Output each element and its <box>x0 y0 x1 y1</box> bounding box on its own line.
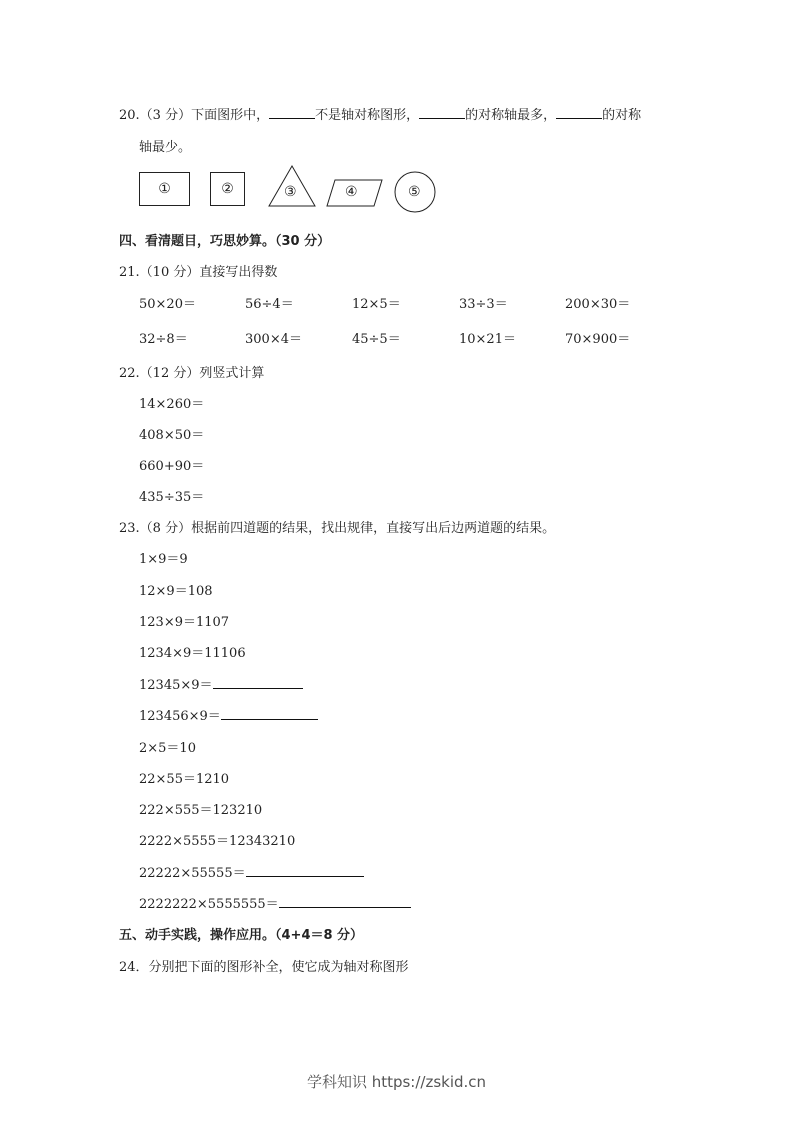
q23-expression: 12345×9＝ <box>139 678 213 693</box>
section-5-title: 五、动手实践，操作应用。（4+4＝8 分） <box>119 928 364 943</box>
q23-item: 22×55＝1210 <box>139 772 230 787</box>
answer-blank-2222222x5555555[interactable] <box>279 893 411 908</box>
question-20-part1: 不是轴对称图形， <box>315 108 420 123</box>
shape-square <box>210 172 245 206</box>
q23-item: 1234×9＝11106 <box>139 646 246 661</box>
q21-item: 70×900＝ <box>565 332 631 347</box>
q21-item: 33÷3＝ <box>459 297 508 312</box>
q21-item: 45÷5＝ <box>352 332 401 347</box>
q23-item: 123×9＝1107 <box>139 615 230 630</box>
q21-item: 12×5＝ <box>352 297 401 312</box>
q21-item: 32÷8＝ <box>139 332 188 347</box>
answer-blank-22222x55555[interactable] <box>246 862 364 877</box>
q22-item: 14×260＝ <box>139 397 205 412</box>
answer-blank-123456x9[interactable] <box>221 705 318 720</box>
q23-item <box>139 674 303 693</box>
q21-item: 50×20＝ <box>139 297 196 312</box>
q23-expression: 2222222×5555555＝ <box>139 897 279 912</box>
q23-item <box>139 862 364 881</box>
q23-expression: 22222×55555＝ <box>139 866 246 881</box>
answer-blank-12345x9[interactable] <box>213 674 303 689</box>
shape-label-4: ④ <box>345 184 358 200</box>
section-4-title: 四、看清题目，巧思妙算。（30 分） <box>119 234 331 249</box>
q21-item: 56÷4＝ <box>245 297 294 312</box>
answer-blank-3[interactable] <box>556 104 602 119</box>
answer-blank-2[interactable] <box>419 104 465 119</box>
shape-label-1: ① <box>158 181 171 197</box>
question-24-title: 24．分别把下面的图形补全，使它成为轴对称图形 <box>119 960 409 975</box>
q22-item: 435÷35＝ <box>139 490 205 505</box>
q23-item: 222×555＝123210 <box>139 803 263 818</box>
q23-item: 2222×5555＝12343210 <box>139 834 296 849</box>
footer-watermark: 学科知识 https://zskid.cn <box>306 1073 487 1091</box>
q23-item: 1×9＝9 <box>139 552 188 567</box>
q23-item <box>139 705 318 724</box>
question-23-title: 23.（8 分）根据前四道题的结果，找出规律，直接写出后边两道题的结果。 <box>119 521 556 536</box>
q23-item: 12×9＝108 <box>139 584 213 599</box>
shape-label-5: ⑤ <box>408 184 421 200</box>
question-20-part2: 的对称轴最多， <box>465 108 557 123</box>
question-20-line1 <box>119 104 641 123</box>
question-20-prefix: 20.（3 分）下面图形中， <box>119 108 270 123</box>
q21-item: 10×21＝ <box>459 332 516 347</box>
question-22-title: 22.（12 分）列竖式计算 <box>119 366 265 381</box>
shape-rectangle <box>139 172 190 206</box>
shape-label-3: ③ <box>284 184 297 200</box>
question-21-title: 21.（10 分）直接写出得数 <box>119 265 278 280</box>
question-20-part3: 的对称 <box>602 108 642 123</box>
q23-item: 2×5＝10 <box>139 741 196 756</box>
q21-item: 200×30＝ <box>565 297 631 312</box>
q22-item: 660+90＝ <box>139 459 205 474</box>
answer-blank-1[interactable] <box>269 104 315 119</box>
q22-item: 408×50＝ <box>139 428 205 443</box>
q23-expression: 123456×9＝ <box>139 709 221 724</box>
question-20-line2: 轴最少。 <box>139 140 192 155</box>
q23-item <box>139 893 411 912</box>
shape-label-2: ② <box>221 181 234 197</box>
q21-item: 300×4＝ <box>245 332 302 347</box>
